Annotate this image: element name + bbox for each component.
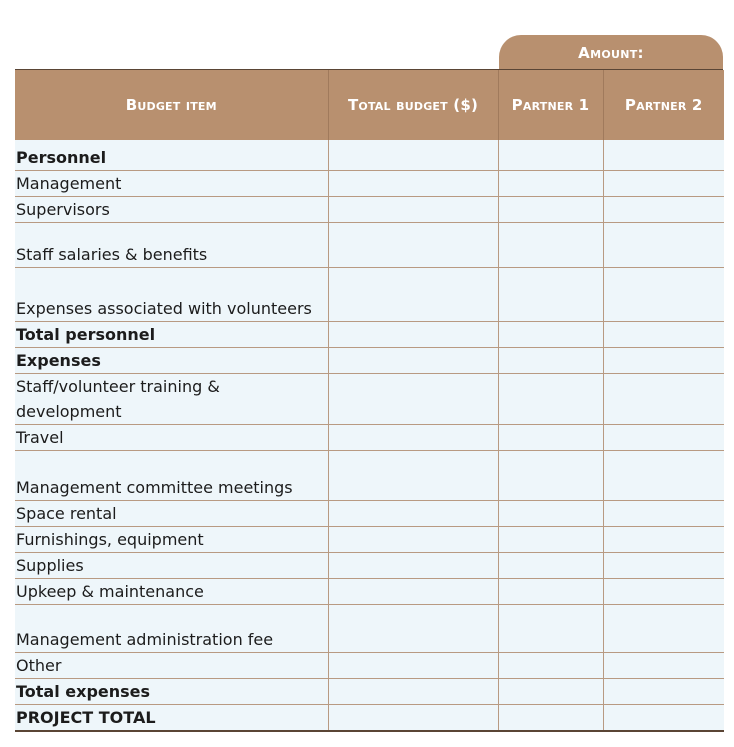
table-row [15,267,724,321]
table-row [15,526,724,552]
partner-2-cell[interactable] [603,267,724,321]
table-row [15,500,724,526]
table-row [15,604,724,652]
total-budget-cell[interactable] [328,604,498,652]
partner-2-cell[interactable] [603,604,724,652]
total-budget-cell[interactable] [328,424,498,450]
total-budget-cell[interactable] [328,267,498,321]
partner-2-cell[interactable] [603,678,724,704]
budget-item-cell: Management committee meetings [15,450,328,500]
total-budget-cell[interactable] [328,222,498,267]
table-row [15,140,724,170]
total-budget-cell[interactable] [328,347,498,373]
partner-1-cell[interactable] [498,321,603,347]
budget-item-cell: Expenses [15,347,328,373]
total-budget-cell[interactable] [328,526,498,552]
total-budget-cell[interactable] [328,170,498,196]
partner-1-cell[interactable] [498,373,603,424]
budget-item-cell: Personnel [15,140,328,170]
total-budget-cell[interactable] [328,140,498,170]
header-total-budget: Total budget ($) [328,70,498,140]
partner-2-cell[interactable] [603,321,724,347]
partner-2-cell[interactable] [603,500,724,526]
partner-1-cell[interactable] [498,578,603,604]
partner-2-cell[interactable] [603,373,724,424]
partner-1-cell[interactable] [498,450,603,500]
partner-2-cell[interactable] [603,140,724,170]
partner-1-cell[interactable] [498,526,603,552]
budget-table [15,70,724,732]
total-budget-cell[interactable] [328,500,498,526]
total-budget-cell[interactable] [328,196,498,222]
total-budget-cell[interactable] [328,450,498,500]
partner-2-cell[interactable] [603,526,724,552]
budget-item-cell: PROJECT TOTAL [15,704,328,731]
table-row [15,704,724,731]
budget-item-cell: Travel [15,424,328,450]
partner-1-cell[interactable] [498,500,603,526]
header-partner-2: Partner 2 [603,70,724,140]
table-row [15,578,724,604]
partner-1-cell[interactable] [498,604,603,652]
table-header-row [15,70,724,140]
budget-item-cell: Management [15,170,328,196]
partner-1-cell[interactable] [498,704,603,731]
budget-item-cell: Total personnel [15,321,328,347]
budget-item-cell [15,373,328,424]
partner-2-cell[interactable] [603,578,724,604]
budget-item-cell: Furnishings, equipment [15,526,328,552]
budget-item-cell: Other [15,652,328,678]
budget-item-cell: Supplies [15,552,328,578]
partner-1-cell[interactable] [498,678,603,704]
budget-item-cell: Space rental [15,500,328,526]
table-row [15,424,724,450]
budget-item-cell: Supervisors [15,196,328,222]
budget-item-cell: Expenses associated with volunteers [15,267,328,321]
partner-1-cell[interactable] [498,140,603,170]
budget-item-cell: Total expenses [15,678,328,704]
total-budget-cell[interactable] [328,678,498,704]
table-row [15,170,724,196]
header-partner-1: Partner 1 [498,70,603,140]
partner-1-cell[interactable] [498,652,603,678]
budget-item-cell: Staff salaries & benefits [15,222,328,267]
amount-column-group-header [499,35,723,70]
partner-1-cell[interactable] [498,552,603,578]
total-budget-cell[interactable] [328,652,498,678]
table-row [15,222,724,267]
total-budget-cell[interactable] [328,552,498,578]
total-budget-cell[interactable] [328,578,498,604]
table-row [15,347,724,373]
table-row [15,552,724,578]
budget-item-cell: Upkeep & maintenance [15,578,328,604]
table-row [15,450,724,500]
partner-2-cell[interactable] [603,424,724,450]
partner-2-cell[interactable] [603,347,724,373]
partner-2-cell[interactable] [603,222,724,267]
partner-2-cell[interactable] [603,196,724,222]
partner-1-cell[interactable] [498,347,603,373]
partner-1-cell[interactable] [498,267,603,321]
table-row [15,373,724,424]
table-row [15,678,724,704]
table-row [15,321,724,347]
total-budget-cell[interactable] [328,373,498,424]
partner-2-cell[interactable] [603,450,724,500]
partner-2-cell[interactable] [603,552,724,578]
partner-1-cell[interactable] [498,424,603,450]
table-row [15,196,724,222]
total-budget-cell[interactable] [328,321,498,347]
budget-item-cell: Management administration fee [15,604,328,652]
partner-2-cell[interactable] [603,704,724,731]
partner-2-cell[interactable] [603,652,724,678]
budget-item-line-1: Staff/volunteer training & [16,376,220,396]
budget-item-line-2: development [16,401,122,421]
partner-2-cell[interactable] [603,170,724,196]
amount-label: Amount: [578,43,644,62]
partner-1-cell[interactable] [498,196,603,222]
total-budget-cell[interactable] [328,704,498,731]
partner-1-cell[interactable] [498,222,603,267]
header-budget-item: Budget item [15,70,328,140]
partner-1-cell[interactable] [498,170,603,196]
table-row [15,652,724,678]
